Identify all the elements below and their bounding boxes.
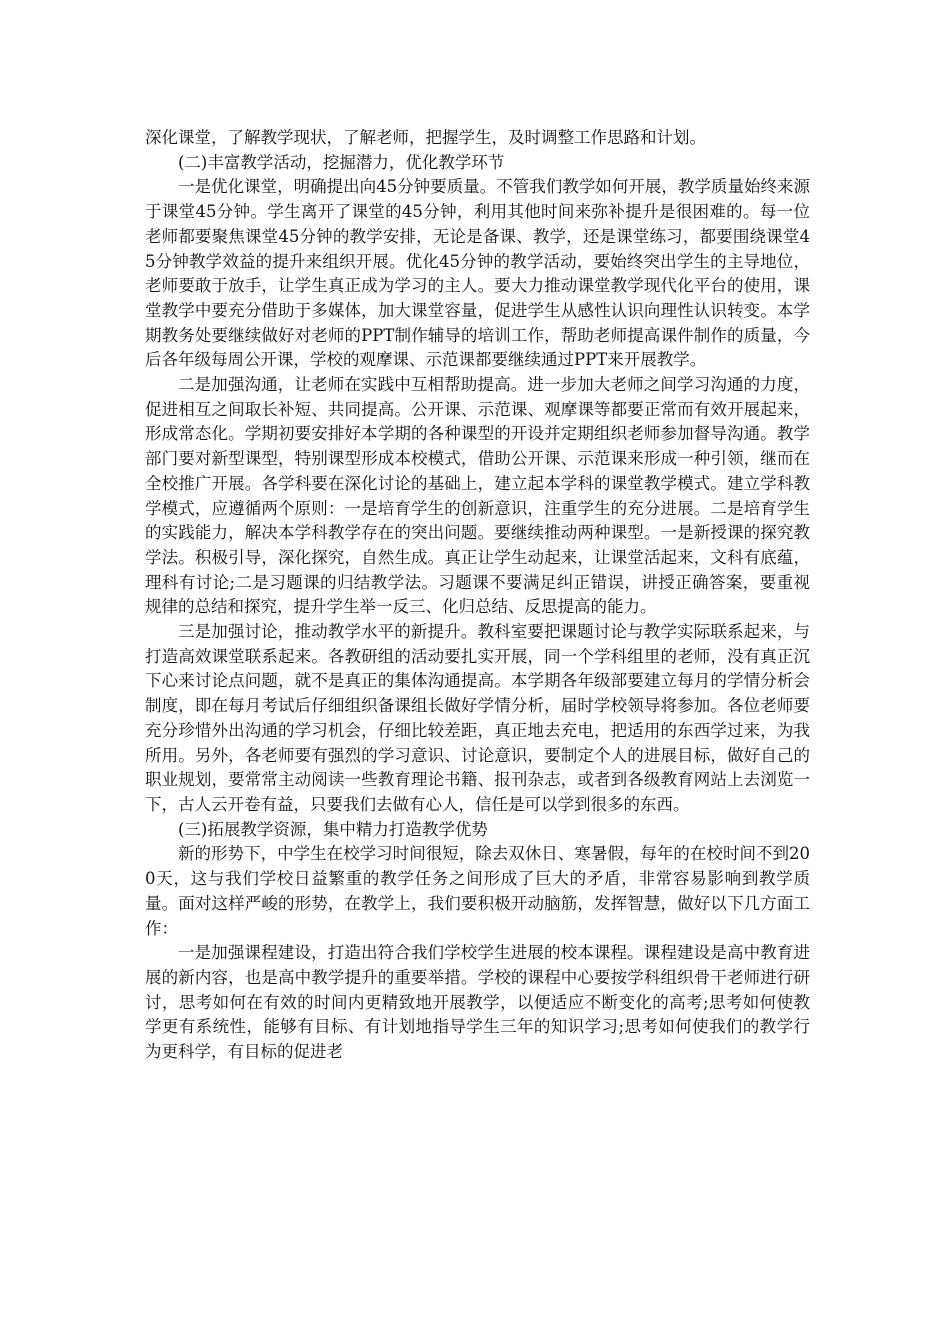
- document-body: [145, 126, 810, 1065]
- paragraph-new-situation: 新的形势下，中学生在校学习时间很短，除去双休日、寒暑假，每年的在校时间不到200天，这与我们学校日益繁重的教学任务之间形成了巨大的矛盾，非常容易影响到教学质量。面对这样严峻的形势，在教学上，我们要积极开动脑筋，发挥智慧，做好以下几方面工作：: [145, 844, 810, 938]
- paragraph-strengthen-communication: 二是加强沟通，让老师在实践中互相帮助提高。进一步加大老师之间学习沟通的力度，促进相互之间取长补短、共同提高。公开课、示范课、观摩课等都要正常而有效开展起来，形成常态化。学期初要安排好本学期的各种课型的开设并定期组织老师参加督导沟通。教学部门要对新型课型，特别课型形成本校模式，借助公开课、示范课来形成一种引领，继而在全校推广开展。各学科要在深化讨论的基础上，建立起本学科的课堂教学模式。建立学科教学模式，应遵循两个原则：一是培育学生的创新意识，注重学生的充分进展。二是培育学生的实践能力，解决本学科教学存在的突出问题。要继续推动两种课型。一是新授课的探究教学法。积极引导，深化探究，自然生成。真正让学生动起来，让课堂活起来，文科有底蕴，理科有讨论;二是习题课的归结教学法。习题课不要满足纠正错误，讲授正确答案，要重视规律的总结和探究，提升学生举一反三、化归总结、反思提高的能力。: [145, 375, 810, 617]
- paragraph-1: 深化课堂，了解教学现状，了解老师，把握学生，及时调整工作思路和计划。: [145, 128, 706, 147]
- section-heading-3: (三)拓展教学资源，集中精力打造教学优势: [178, 819, 488, 839]
- section-heading-2: (二)丰富教学活动，挖掘潜力，优化教学环节: [178, 152, 505, 172]
- paragraph-strengthen-discussion: 三是加强讨论，推动教学水平的新提升。教科室要把课题讨论与教学实际联系起来，与打造高效课堂联系起来。各教研组的活动要扎实开展，同一个学科组里的老师，没有真正沉下心来讨论点问题，就不是真正的集体沟通提高。本学期各年级部要建立每月的学情分析会制度，即在每月考试后仔细组织备课组长做好学情分析，届时学校领导将参加。各位老师要充分珍惜外出沟通的学习机会，仔细比较差距，真正地去充电，把适用的东西学过来，为我所用。另外，各老师要有强烈的学习意识、讨论意识，要制定个人的进展目标，做好自己的职业规划，要常常主动阅读一些教育理论书籍、报刊杂志，或者到各级教育网站上去浏览一下，古人云开卷有益，只要我们去做有心人，信任是可以学到很多的东西。: [145, 622, 810, 814]
- paragraph-curriculum-building: 一是加强课程建设，打造出符合我们学校学生进展的校本课程。课程建设是高中教育进展的新内容，也是高中教学提升的重要举措。学校的课程中心要按学科组织骨干老师进行研讨，思考如何在有效的时间内更精致地开展教学，以便适应不断变化的高考;思考如何使教学更有系统性，能够有目标、有计划地指导学生三年的知识学习;思考如何使我们的教学行为更科学，有目标的促进老: [145, 943, 810, 1062]
- paragraph-optimize-classroom: 一是优化课堂，明确提出向45分钟要质量。不管我们教学如何开展，教学质量始终来源于课堂45分钟。学生离开了课堂的45分钟，利用其他时间来弥补提升是很困难的。每一位老师都要聚焦课堂45分钟的教学安排，无论是备课、教学，还是课堂练习，都要围绕课堂45分钟教学效益的提升来组织开展。优化45分钟的教学活动，要始终突出学生的主导地位，老师要敢于放手，让学生真正成为学习的主人。要大力推动课堂教学现代化平台的使用，课堂教学中要充分借助于多媒体，加大课堂容量，促进学生从感性认识向理性认识转变。本学期教务处要继续做好对老师的PPT制作辅导的培训工作，帮助老师提高课件制作的质量，今后各年级每周公开课，学校的观摩课、示范课都要继续通过PPT来开展教学。: [145, 177, 810, 370]
